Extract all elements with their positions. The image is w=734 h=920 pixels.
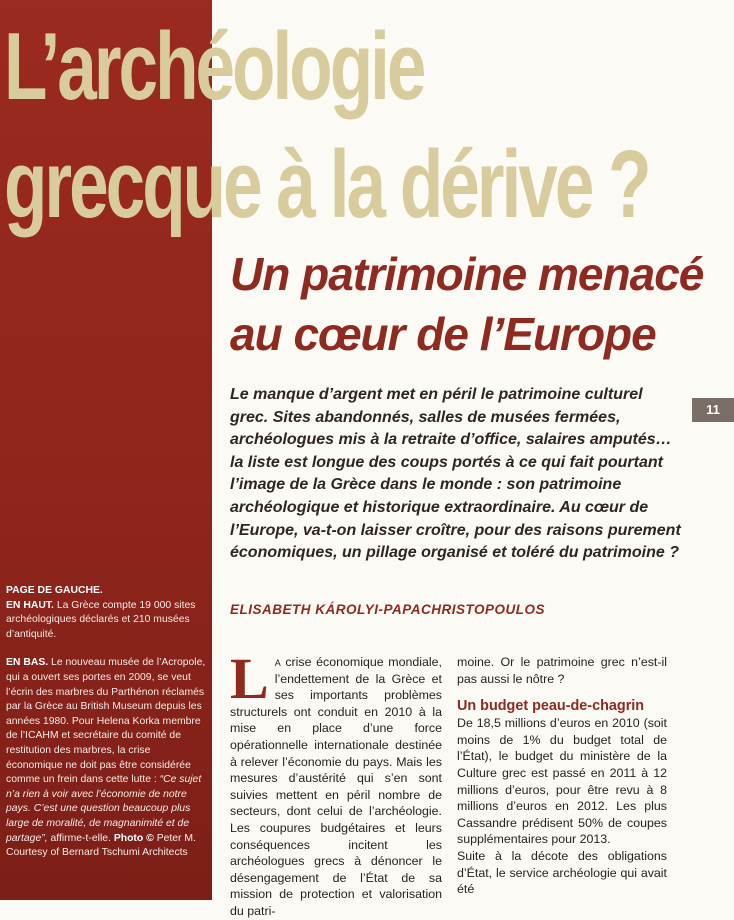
caption-text-bottom: Le nouveau musée de l’Acropole, qui a ouvert ses portes en 2009, se veut l’écrin des marbres du Parthénon réclamés par la Grèce au British Museum depuis les années 1980. Pour Helena Korka membre de l’ICAHM et secrétaire du comité de restitution des marbres, la crise économique ne doit pas être considérée comme un frein dans cette lutte : [6,657,206,786]
section-subhead: Un budget peau-de-chagrin [457,698,645,715]
caption-label-left-page: PAGE DE GAUCHE. [6,585,103,596]
body-column-1-text: crise économique mondiale, l’endettement de la Grèce et ses importants problèmes structurels ont conduit en 2010 à la mise en place d’une force opérationnelle internationale destinée à relever l’économie du pays. Mais les mesures d’austérité qui s’en sont suivies mettent en péril nombre de secteurs, dont celui de l’archéologie. Les coupures budgétaires et leurs conséquences incitent les archéologues grecs à dénoncer le désengagement de l’État de sa mission de protection et valorisation du patri- [230,655,442,918]
body-column-2 [457,654,667,898]
caption-section-2 [6,599,206,643]
caption-label-top: EN HAUT. [6,599,54,611]
body-column-2-paragraph-2: Suite à la décote des obligations d’État, le service archéologie qui avait été [457,848,667,897]
caption-section-1 [6,584,206,599]
body-column-1 [230,646,442,920]
caption-credit: Peter M. Courtesy of Bernard Tschumi Architects [6,832,196,859]
caption-section-3 [6,656,206,860]
headline-line-1: L’archéologie [4,13,424,120]
page-number-tab: 11 [692,398,734,422]
drop-cap: L [230,646,269,711]
body-column-2-paragraph-1: De 18,5 millions d’euros en 2010 (soit moins de 1% du budget total de l’État), le budget du ministère de la Culture grec est passé en 2011 à 12 millions d’euros, pour être revu à 8 millions d’euros en 2012. Les plus Cassandre prédisent 50% de coupes supplémentaires pour 2013. [457,716,667,847]
caption-text-top: La Grèce compte 19 000 sites archéologiques déclarés et 210 musées d’antiquité. [6,599,196,640]
photo-caption [6,584,206,861]
subtitle [230,244,703,364]
lead-word: a [274,655,281,669]
lede-paragraph: Le manque d’argent met en péril le patrimoine culturel grec. Sites abandonnés, salles de musées fermées, archéologues mis à la retraite d’office, salaires amputés… la liste est longue des coups portés à ce qui fait pourtant l’image de la Grèce dans le monde : son patrimoine archéologique et historique extraordinaire. Au cœur de l’Europe, va-t-on laisser croître, pour des raisons purement économiques, un pillage organisé et toléré du patrimoine ? [230,386,681,562]
body-paragraph-1 [230,646,442,920]
subtitle-line-1: Un patrimoine menacé [230,248,704,300]
subtitle-line-2: au cœur de l’Europe [230,308,656,360]
headline-line-2: grecque à la dérive ? [4,131,649,238]
caption-quote: “Ce sujet n’a rien à voir avec l’économie de notre pays. C’est une question beaucoup plus large de moralité, de magnanimité et de partage”, [6,774,202,844]
caption-after-quote: affirme-t-elle. [50,832,111,844]
author-byline: ELISABETH KÁROLYI-PAPACHRISTOPOULOS [230,602,546,617]
caption-photo-label: Photo © [113,832,154,844]
headline [4,8,649,244]
caption-label-bottom: EN BAS. [6,657,49,669]
body-column-2-start: moine. Or le patrimoine grec n’est-il pas aussi le nôtre ? [457,655,667,686]
